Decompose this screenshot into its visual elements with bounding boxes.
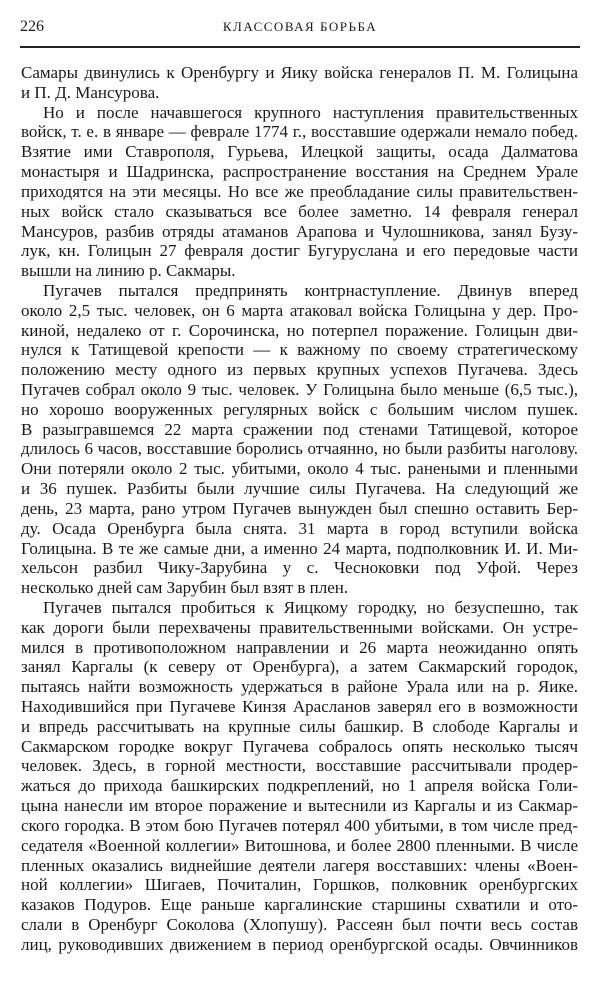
text-line: Самары двинулись к Оренбургу и Яику войска генералов П. М. Голицына bbox=[21, 63, 578, 82]
text-line: киной, недалеко от г. Сорочинска, но потерпел поражение. Голицын дви- bbox=[21, 320, 578, 340]
text-line: казаков Подуров. Еще раньше каргалинские старшины схватили и ото- bbox=[21, 895, 578, 915]
header-rule bbox=[20, 46, 580, 48]
page-number: 226 bbox=[20, 18, 44, 35]
text-line: Сакмарском городке вокруг Пугачева собралось опять несколько тысяч bbox=[21, 736, 578, 756]
text-line: пленных оказались виднейшие деятели лагеря восставших: члены «Воен- bbox=[21, 855, 578, 875]
text-line: человек. Здесь, в горной местности, восставшие рассчитывали продер- bbox=[21, 756, 578, 776]
text-line: день, 23 марта, рано утром Пугачев вынужден был спешно оставить Бер- bbox=[21, 498, 578, 518]
text-line: приходятся на эти месяцы. Но все же преобладание силы правительствен- bbox=[21, 181, 578, 201]
text-line: Пугачев пытался пробиться к Яицкому городку, но безуспешно, так bbox=[43, 597, 578, 617]
text-line: и впредь рассчитывать на крупные силы башкир. В слободе Каргалы и bbox=[21, 716, 578, 736]
text-line: Голицына. В те же самые дни, а именно 24 марта, подполковник И. И. Ми- bbox=[21, 538, 578, 558]
running-title: КЛАССОВАЯ БОРЬБА bbox=[222, 19, 378, 34]
text-line: и 36 пушек. Разбиты были лучшие силы Пугачева. На следующий же bbox=[21, 479, 578, 499]
text-line: ной коллегии» Шигаев, Почиталин, Горшков, полковник оренбургских bbox=[21, 875, 578, 895]
text-line: занял Каргалы (к северу от Оренбурга), а затем Сакмарский городок, bbox=[21, 657, 578, 677]
running-header bbox=[20, 18, 580, 40]
text-line: седателя «Военной коллегии» Витошнова, и более 2800 пленными. В числе bbox=[21, 835, 578, 855]
text-line: Пугачев собрал около 9 тыс. человек. У Голицына было меньше (6,5 тыс.), bbox=[21, 380, 578, 399]
text-line: жаться до прихода башкирских подкреплений, но 1 апреля войска Голи- bbox=[21, 776, 578, 796]
text-line: нулся к Татищевой крепости — к важному по своему стратегическому bbox=[21, 340, 578, 360]
text-line: около 2,5 тыс. человек, он 6 марта атаковал войска Голицына у дер. Про- bbox=[21, 300, 578, 320]
text-line: лук, кн. Голицын 27 февраля достиг Бугуруслана и его передовые части bbox=[21, 241, 578, 261]
text-line: Пугачев пытался предпринять контрнаступление. Двинув вперед bbox=[43, 280, 578, 300]
body-text bbox=[21, 63, 578, 955]
text-line: лиц, руководивших движением в период оренбургской осады. Овчинников bbox=[21, 934, 578, 954]
text-line: хельсон разбил Чику-Зарубина у с. Чесноковки под Уфой. Через bbox=[21, 558, 578, 578]
text-line: как дороги были перехвачены правительственными войсками. Он устре- bbox=[21, 617, 578, 637]
text-line: ду. Осада Оренбурга была снята. 31 марта в город вступили войска bbox=[21, 518, 578, 538]
text-line: Взятие ими Ставрополя, Гурьева, Илецкой защиты, осада Далматова bbox=[21, 142, 578, 162]
text-line: В разыгравшемся 22 марта сражении под стенами Татищевой, которое bbox=[21, 419, 578, 439]
text-line: слали в Оренбург Соколова (Хлопушу). Рассеян был почти весь состав bbox=[21, 914, 578, 934]
text-line: Находившийся при Пугачеве Кинзя Арасланов заверял его в возможности bbox=[21, 697, 578, 716]
text-line: цына нанесли им второе поражение и вытеснили из Каргалы и из Сакмар- bbox=[21, 796, 578, 816]
text-line: несколько дней сам Зарубин был взят в плен. bbox=[21, 578, 349, 598]
text-line: ных войск стало сказываться все более заметно. 14 февраля генерал bbox=[21, 201, 578, 221]
text-line: и П. Д. Мансурова. bbox=[21, 82, 160, 102]
text-line: Они потеряли около 2 тыс. убитыми, около 4 тыс. ранеными и пленными bbox=[21, 459, 578, 479]
text-line: длилось 6 часов, восставшие боролись отчаянно, но были разбиты наголову. bbox=[21, 439, 578, 459]
text-line: ского городка. В этом бою Пугачев потерял 400 убитыми, в том числе пред- bbox=[21, 815, 578, 835]
text-line: вышли на линию р. Сакмары. bbox=[21, 261, 236, 281]
text-line: Мансуров, разбив отряды атаманов Арапова и Чулошникова, занял Бузу- bbox=[21, 221, 578, 241]
text-line: Но и после начавшегося крупного наступления правительственных bbox=[43, 102, 578, 122]
text-line: мился в противоположном направлении и 26 марта неожиданно опять bbox=[21, 637, 578, 657]
text-line: войск, т. е. в январе — феврале 1774 г., восставшие одержали немало побед. bbox=[21, 122, 578, 142]
text-line: но хорошо вооруженных регулярных войск с большим числом пушек. bbox=[21, 399, 578, 419]
text-line: пытаясь найти возможность удержаться в районе Урала или на р. Яике. bbox=[21, 677, 578, 697]
text-line: монастыря и Шадринска, распространение восстания на Среднем Урале bbox=[21, 162, 578, 182]
text-line: положению месту одного из первых крупных успехов Пугачева. Здесь bbox=[21, 360, 578, 380]
